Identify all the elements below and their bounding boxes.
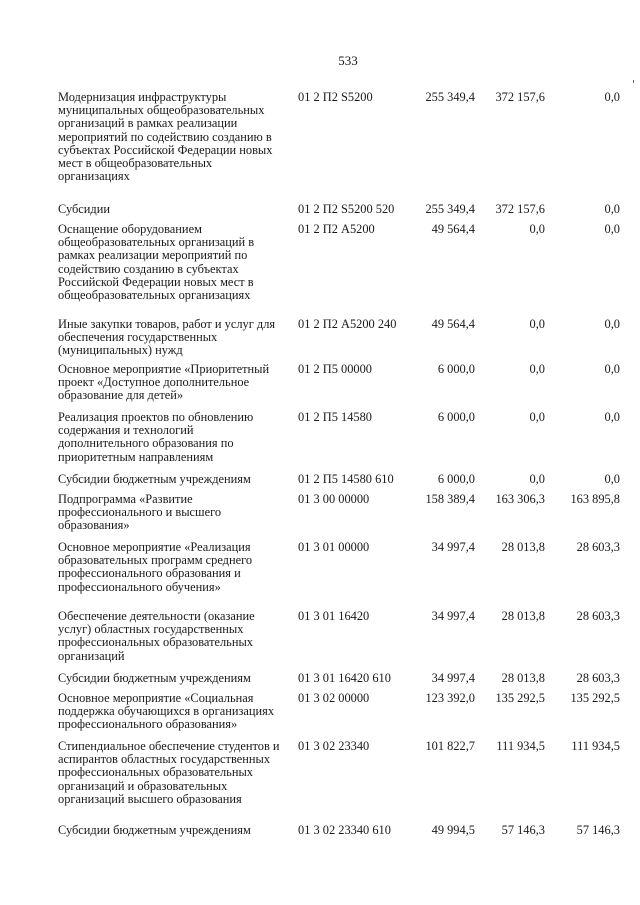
row-code: 01 3 02 00000 bbox=[298, 691, 370, 705]
row-code: 01 2 П2 S5200 520 bbox=[298, 202, 395, 216]
row-value-3: 0,0 bbox=[604, 222, 620, 236]
row-code: 01 3 00 00000 bbox=[298, 492, 370, 506]
row-value-3: 135 292,5 bbox=[570, 691, 620, 705]
row-value-3: 57 146,3 bbox=[576, 823, 620, 837]
row-name: Реализация проектов по обновлению содержания и технологий дополнительного образования по приоритетным направлениям bbox=[58, 410, 254, 464]
row-code: 01 3 02 23340 610 bbox=[298, 823, 391, 837]
table-row bbox=[58, 91, 618, 203]
table-row bbox=[58, 363, 618, 411]
row-value-1: 6 000,0 bbox=[437, 410, 475, 424]
row-value-2: 372 157,6 bbox=[495, 202, 545, 216]
row-name: Иные закупки товаров, работ и услуг для обеспечения государственных (муниципальных) нужд bbox=[58, 317, 276, 358]
row-name: Обеспечение деятельности (оказание услуг) областных государственных профессиональных образовательных организаций bbox=[58, 609, 255, 663]
row-code: 01 3 01 00000 bbox=[298, 540, 370, 554]
row-value-3: 0,0 bbox=[604, 317, 620, 331]
row-value-2: 0,0 bbox=[529, 317, 545, 331]
table-row bbox=[58, 541, 618, 610]
table-row bbox=[58, 411, 618, 473]
row-value-2: 28 013,8 bbox=[501, 540, 545, 554]
row-value-3: 28 603,3 bbox=[576, 671, 620, 685]
row-value-1: 34 997,4 bbox=[431, 671, 475, 685]
row-code: 01 3 01 16420 bbox=[298, 609, 370, 623]
table-row bbox=[58, 740, 618, 824]
row-value-2: 163 306,3 bbox=[495, 492, 545, 506]
table-row bbox=[58, 203, 618, 223]
row-value-3: 163 895,8 bbox=[570, 492, 620, 506]
row-value-1: 49 564,4 bbox=[431, 222, 475, 236]
row-value-1: 123 392,0 bbox=[425, 691, 475, 705]
table-row bbox=[58, 672, 618, 692]
row-value-2: 0,0 bbox=[529, 222, 545, 236]
budget-table bbox=[58, 91, 618, 844]
row-value-1: 158 389,4 bbox=[425, 492, 475, 506]
row-value-1: 6 000,0 bbox=[437, 472, 475, 486]
row-value-2: 0,0 bbox=[529, 410, 545, 424]
table-row bbox=[58, 223, 618, 318]
row-name: Субсидии bbox=[58, 202, 110, 216]
table-row bbox=[58, 824, 618, 844]
table-row bbox=[58, 610, 618, 672]
table-row bbox=[58, 493, 618, 541]
row-name: Субсидии бюджетным учреждениям bbox=[58, 823, 251, 837]
row-name: Субсидии бюджетным учреждениям bbox=[58, 472, 251, 486]
row-code: 01 2 П2 S5200 bbox=[298, 90, 373, 104]
row-value-3: 111 934,5 bbox=[571, 739, 620, 753]
row-value-3: 0,0 bbox=[604, 410, 620, 424]
row-value-1: 34 997,4 bbox=[431, 540, 475, 554]
row-code: 01 3 02 23340 bbox=[298, 739, 370, 753]
row-code: 01 2 П2 A5200 240 bbox=[298, 317, 397, 331]
row-value-3: 28 603,3 bbox=[576, 540, 620, 554]
row-name: Оснащение оборудованием общеобразовательных организаций в рамках реализации мероприятий по содействию созданию в субъектах Российской Федерации новых мест в общеобразовательных организациях bbox=[58, 222, 255, 303]
row-value-3: 28 603,3 bbox=[576, 609, 620, 623]
row-name: Основное мероприятие «Реализация образовательных программ среднего профессионального образования и профессионального обучения» bbox=[58, 540, 253, 594]
row-name: Основное мероприятие «Приоритетный проект «Доступное дополнительное образование для детей» bbox=[58, 362, 270, 403]
scan-mark bbox=[633, 80, 634, 83]
row-value-2: 0,0 bbox=[529, 362, 545, 376]
row-value-1: 49 994,5 bbox=[431, 823, 475, 837]
row-value-2: 135 292,5 bbox=[495, 691, 545, 705]
table-row bbox=[58, 318, 618, 363]
row-value-2: 372 157,6 bbox=[495, 90, 545, 104]
row-value-3: 0,0 bbox=[604, 472, 620, 486]
page-number: 533 bbox=[338, 53, 358, 68]
row-code: 01 2 П5 14580 610 bbox=[298, 472, 394, 486]
row-value-1: 255 349,4 bbox=[425, 202, 475, 216]
row-name: Стипендиальное обеспечение студентов и аспирантов областных государственных профессиональных образовательных организаций и образовательных организаций высшего образования bbox=[58, 739, 280, 806]
row-value-1: 49 564,4 bbox=[431, 317, 475, 331]
row-value-2: 0,0 bbox=[529, 472, 545, 486]
row-value-2: 28 013,8 bbox=[501, 609, 545, 623]
row-code: 01 2 П5 14580 bbox=[298, 410, 372, 424]
row-name: Подпрограмма «Развитие профессионального и высшего образования» bbox=[58, 492, 222, 533]
row-value-3: 0,0 bbox=[604, 362, 620, 376]
row-name: Субсидии бюджетным учреждениям bbox=[58, 671, 251, 685]
row-value-1: 255 349,4 bbox=[425, 90, 475, 104]
row-name: Основное мероприятие «Социальная поддержка обучающихся в организациях профессионального образования» bbox=[58, 691, 275, 732]
row-value-1: 101 822,7 bbox=[425, 739, 475, 753]
row-code: 01 2 П5 00000 bbox=[298, 362, 372, 376]
row-value-2: 111 934,5 bbox=[496, 739, 545, 753]
row-value-1: 6 000,0 bbox=[437, 362, 475, 376]
table-row bbox=[58, 473, 618, 493]
row-value-2: 28 013,8 bbox=[501, 671, 545, 685]
row-name: Модернизация инфраструктуры муниципальных общеобразовательных организаций в рамках реализации мероприятий по содействию созданию в субъектах Российской Федерации новых мест в общеобразовательных организациях bbox=[58, 90, 273, 184]
row-value-2: 57 146,3 bbox=[501, 823, 545, 837]
row-code: 01 2 П2 A5200 bbox=[298, 222, 375, 236]
row-value-1: 34 997,4 bbox=[431, 609, 475, 623]
row-value-3: 0,0 bbox=[604, 90, 620, 104]
table-row bbox=[58, 692, 618, 740]
row-code: 01 3 01 16420 610 bbox=[298, 671, 391, 685]
row-value-3: 0,0 bbox=[604, 202, 620, 216]
